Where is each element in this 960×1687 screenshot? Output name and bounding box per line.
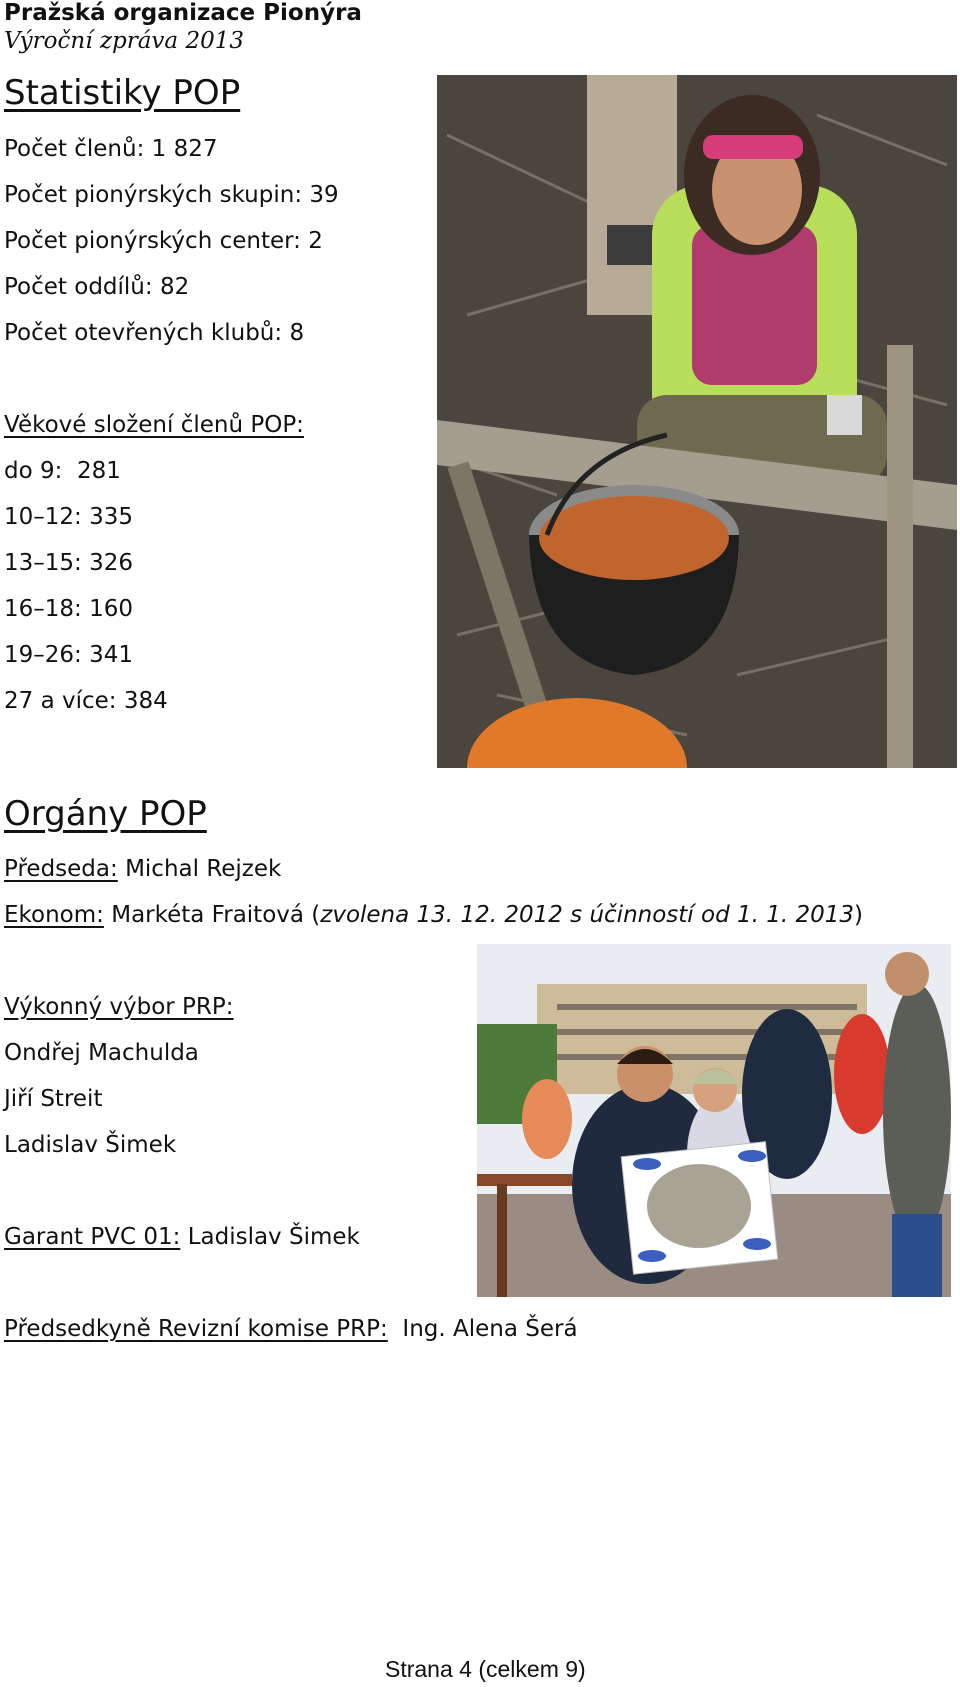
audit-label: Předsedkyně Revizní komise PRP: xyxy=(4,1316,388,1342)
economist-note: zvolena 13. 12. 2012 s účinností od 1. 1. 2013 xyxy=(320,902,855,928)
economist-line: Ekonom: Markéta Fraitová (zvolena 13. 12. 2012 s účinností od 1. 1. 2013) xyxy=(4,902,864,928)
audit-line xyxy=(4,1316,578,1342)
stat-line: Počet pionýrských skupin: 39 xyxy=(4,182,339,208)
stat-line: Počet otevřených klubů: 8 xyxy=(4,320,305,346)
chair-line xyxy=(4,856,281,882)
audit-name: Ing. Alena Šerá xyxy=(402,1316,578,1342)
age-line: 10–12: 335 xyxy=(4,504,134,530)
guarantor-line xyxy=(4,1224,360,1250)
campfire-photo xyxy=(437,75,957,768)
committee-member: Ladislav Šimek xyxy=(4,1132,177,1158)
economist-name: Markéta Fraitová ( xyxy=(111,902,321,928)
group-photo xyxy=(477,944,951,1297)
chair-label: Předseda: xyxy=(4,856,118,882)
organization-name: Pražská organizace Pionýra xyxy=(4,0,362,26)
statistics-heading: Statistiky POP xyxy=(4,73,241,113)
guarantor-name: Ladislav Šimek xyxy=(187,1224,360,1250)
stat-line: Počet členů: 1 827 xyxy=(4,136,218,162)
organs-heading: Orgány POP xyxy=(4,794,207,834)
committee-heading: Výkonný výbor PRP: xyxy=(4,994,234,1020)
age-heading: Věkové složení členů POP: xyxy=(4,412,304,438)
age-line: 27 a více: 384 xyxy=(4,688,168,714)
report-title: Výroční zpráva 2013 xyxy=(4,28,244,54)
chair-name: Michal Rejzek xyxy=(125,856,282,882)
age-line: 13–15: 326 xyxy=(4,550,134,576)
committee-member: Jiří Streit xyxy=(4,1086,103,1112)
stat-line: Počet oddílů: 82 xyxy=(4,274,190,300)
page-number: Strana 4 (celkem 9) xyxy=(385,1656,586,1682)
age-line: 16–18: 160 xyxy=(4,596,134,622)
committee-member: Ondřej Machulda xyxy=(4,1040,199,1066)
age-line: 19–26: 341 xyxy=(4,642,134,668)
guarantor-label: Garant PVC 01: xyxy=(4,1224,181,1250)
stat-line: Počet pionýrských center: 2 xyxy=(4,228,323,254)
age-line: do 9: 281 xyxy=(4,458,121,484)
economist-label: Ekonom: xyxy=(4,902,104,928)
